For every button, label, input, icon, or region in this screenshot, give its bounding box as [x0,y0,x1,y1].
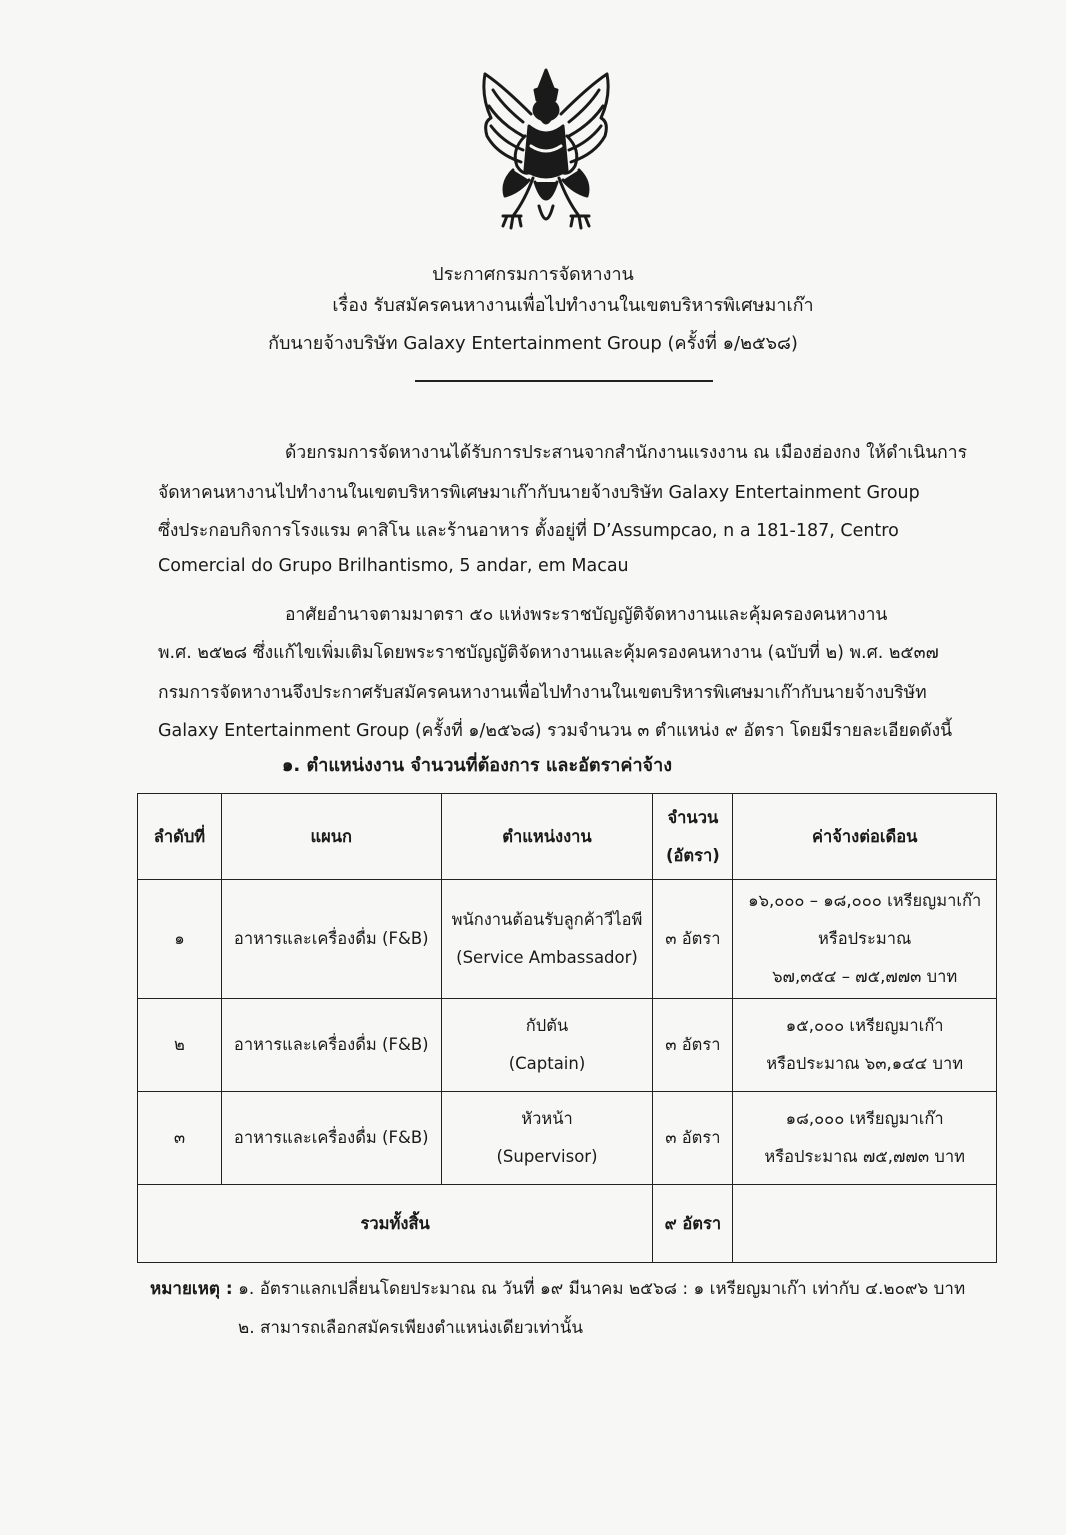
row-position [441,880,653,999]
announcement-title: ประกาศกรมการจัดหางาน [432,264,634,285]
row-no: ๓ [138,1092,222,1185]
header-dept: แผนก [221,794,441,880]
salary-line-2: หรือประมาณ ๖๓,๑๔๔ บาท [766,1054,964,1073]
positions-table [137,793,997,1263]
header-count [653,794,733,880]
row-position [441,1092,653,1185]
table-total-row [138,1185,997,1263]
row-dept: อาหารและเครื่องดื่ม (F&B) [221,999,441,1092]
table-row [138,880,997,999]
row-count: ๓ อัตรา [653,1092,733,1185]
position-english: (Captain) [508,1054,586,1073]
paragraph-1-line-2: จัดหาคนหางานไปทำงานในเขตบริหารพิเศษมาเก๊ากับนายจ้างบริษัท Galaxy Entertainment Group [158,483,920,503]
garuda-emblem-icon [473,66,619,236]
header-position: ตำแหน่งงาน [441,794,653,880]
header-divider [415,380,713,382]
table-row [138,1092,997,1185]
salary-line-2: หรือประมาณ [818,929,912,948]
row-no: ๒ [138,999,222,1092]
row-dept: อาหารและเครื่องดื่ม (F&B) [221,880,441,999]
paragraph-1-line-3: ซึ่งประกอบกิจการโรงแรม คาสิโน และร้านอาหาร ตั้งอยู่ที่ D’Assumpcao, n a 181-187, Centro [158,521,899,541]
salary-line-1: ๑๕,๐๐๐ เหรียญมาเก๊า [785,1016,944,1035]
row-dept: อาหารและเครื่องดื่ม (F&B) [221,1092,441,1185]
total-label: รวมทั้งสิ้น [138,1185,653,1263]
salary-line-2: หรือประมาณ ๗๕,๗๗๓ บาท [764,1147,965,1166]
salary-line-1: ๑๖,๐๐๐ – ๑๘,๐๐๐ เหรียญมาเก๊า [748,891,982,910]
header-count-line-2: (อัตรา) [665,845,720,865]
row-count: ๓ อัตรา [653,999,733,1092]
paragraph-2-line-3: กรมการจัดหางานจึงประกาศรับสมัครคนหางานเพื่อไปทำงานในเขตบริหารพิเศษมาเก๊ากับนายจ้างบริษัท [158,683,927,703]
row-salary [733,880,997,999]
position-english: (Supervisor) [496,1147,598,1166]
announcement-subject: เรื่อง รับสมัครคนหางานเพื่อไปทำงานในเขตบริหารพิเศษมาเก๊า [332,295,814,316]
row-position [441,999,653,1092]
salary-line-1: ๑๘,๐๐๐ เหรียญมาเก๊า [785,1109,944,1128]
total-count: ๙ อัตรา [653,1185,733,1263]
paragraph-2-line-4: Galaxy Entertainment Group (ครั้งที่ ๑/๒๕๖๘) รวมจำนวน ๓ ตำแหน่ง ๙ อัตรา โดยมีรายละเอียดดังนี้ [158,721,953,741]
position-thai: กัปตัน [525,1016,569,1035]
row-no: ๑ [138,880,222,999]
table-row [138,999,997,1092]
announcement-employer: กับนายจ้างบริษัท Galaxy Entertainment Group (ครั้งที่ ๑/๒๕๖๘) [268,333,798,354]
total-salary-empty [733,1185,997,1263]
paragraph-2-line-1: อาศัยอำนาจตามมาตรา ๕๐ แห่งพระราชบัญญัติจัดหางานและคุ้มครองคนหางาน [285,605,888,625]
table-header-row [138,794,997,880]
notes-line-1 [150,1275,965,1302]
row-salary [733,1092,997,1185]
note-2: ๒. สามารถเลือกสมัครเพียงตำแหน่งเดียวเท่านั้น [238,1318,584,1338]
row-count: ๓ อัตรา [653,880,733,999]
header-count-line-1: จำนวน [667,807,719,827]
notes-label: หมายเหตุ : [150,1279,233,1299]
header-no: ลำดับที่ [138,794,222,880]
paragraph-2-line-2: พ.ศ. ๒๕๒๘ ซึ่งแก้ไขเพิ่มเติมโดยพระราชบัญญัติจัดหางานและคุ้มครองคนหางาน (ฉบับที่ ๒) พ.ศ. ๒๕๓๗ [158,643,939,663]
section-title: ๑. ตำแหน่งงาน จำนวนที่ต้องการ และอัตราค่าจ้าง [282,755,672,776]
paragraph-1-line-1: ด้วยกรมการจัดหางานได้รับการประสานจากสำนักงานแรงงาน ณ เมืองฮ่องกง ให้ดำเนินการ [285,443,967,463]
header-salary: ค่าจ้างต่อเดือน [733,794,997,880]
note-1: ๑. อัตราแลกเปลี่ยนโดยประมาณ ณ วันที่ ๑๙ มีนาคม ๒๕๖๘ : ๑ เหรียญมาเก๊า เท่ากับ ๔.๒๐๙๖ บาท [238,1279,966,1299]
paragraph-1-line-4: Comercial do Grupo Brilhantismo, 5 andar, em Macau [158,556,629,576]
row-salary [733,999,997,1092]
position-thai: พนักงานต้อนรับลูกค้าวีไอพี [451,910,643,929]
position-thai: หัวหน้า [521,1109,573,1128]
salary-line-3: ๖๗,๓๕๔ – ๗๕,๗๗๓ บาท [772,967,958,986]
position-english: (Service Ambassador) [456,948,638,967]
